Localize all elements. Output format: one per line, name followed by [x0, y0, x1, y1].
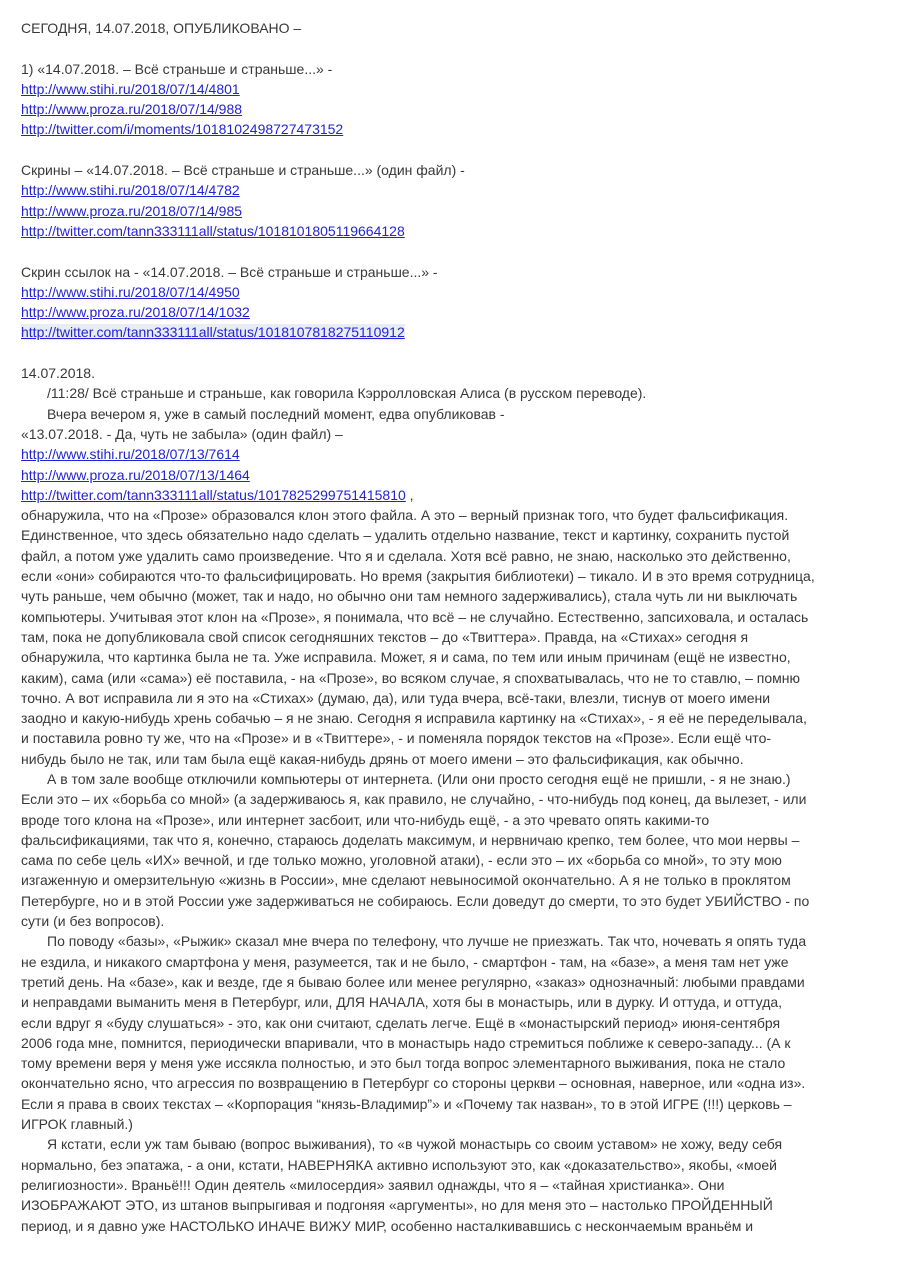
hyperlink[interactable]: http://www.stihi.ru/2018/07/14/4950	[21, 283, 240, 300]
hyperlink-line	[21, 180, 882, 200]
hyperlink-line	[21, 322, 882, 342]
text-line: Если я права в своих текстах – «Корпорация “князь-Владимир”» и «Почему так назван», то в этой ИГРЕ (!!!) церковь –	[21, 1095, 792, 1112]
link-suffix-text: ,	[405, 486, 414, 503]
hyperlink-line	[21, 282, 882, 302]
text-line: и неправдами выманить меня в Петербург, или, ДЛЯ НАЧАЛА, хотя бы в монастырь, или в дурку. И оттуда, и оттуда,	[21, 994, 783, 1011]
text-line: 2006 года мне, помнится, периодически впаривали, что в монастырь надо стремиться поближе к северо-западу... (А к	[21, 1034, 791, 1051]
text-line: сама по себе цель «ИХ» вечной, и где только можно, уголовной атаки), - если это – их «борьба со мной», то эту мою	[21, 852, 782, 869]
hyperlink[interactable]: http://twitter.com/tann333111all/status/1018101805119664128	[21, 222, 405, 239]
text-line: Вчера вечером я, уже в самый последний момент, едва опубликовав -	[47, 405, 505, 422]
text-line: /11:28/ Всё страньше и страньше, как говорила Кэрролловская Алиса (в русском переводе).	[47, 385, 647, 402]
text-line: ИГРОК главный.)	[21, 1116, 133, 1133]
hyperlink-line	[21, 119, 882, 139]
text-line: если вдруг я «буду слушаться» - это, как они считают, сделать легче. Ещё в «монастырский период» июня-сентября	[21, 1014, 781, 1031]
text-line: ИЗОБРАЖАЮТ ЭТО, из штанов выпрыгивая и подгоняя «аргументы», но для меня это – настолько ПРОЙДЕННЫЙ	[21, 1197, 773, 1214]
text-line: каким), сама (или «сама») её поставила, - на «Прозе», во всяком случае, я спохватывалась, что не то ставлю, – помню	[21, 669, 800, 686]
text-line: тому времени веря у меня уже иссякла полностью, и это был тогда вопрос элементарного выживания, пока не стало	[21, 1055, 786, 1072]
hyperlink[interactable]: http://www.proza.ru/2018/07/14/985	[21, 202, 243, 219]
text-line: 1) «14.07.2018. – Всё страньше и страньше...» -	[21, 60, 333, 77]
hyperlink-line	[21, 99, 882, 119]
hyperlink[interactable]: http://www.proza.ru/2018/07/14/1032	[21, 304, 250, 321]
text-line: Скрин ссылок на - «14.07.2018. – Всё страньше и страньше...» -	[21, 263, 438, 280]
hyperlink[interactable]: http://twitter.com/i/moments/1018102498727473152	[21, 121, 344, 138]
text-line: Если это – их «борьба со мной» (а задерживаюсь я, как правило, не случайно, - что-нибудь под конец, да вылезет, - или	[21, 791, 807, 808]
text-line: вроде того клона на «Прозе», или интернет засбоит, или что-нибудь ещё, - а это чревато опять какими-то	[21, 811, 710, 828]
text-line: период, и я давно уже НАСТОЛЬКО ИНАЧЕ ВИЖУ МИР, особенно насталкивавшись с нескончаемым враньём и	[21, 1217, 754, 1234]
text-line: компьютеры. Учитывая этот клон на «Прозе», я понимала, что всё – не случайно. Естественно, запсиховала, и осталась	[21, 608, 809, 625]
document-body	[21, 18, 882, 1236]
hyperlink[interactable]: http://www.stihi.ru/2018/07/14/4801	[21, 80, 240, 97]
text-line: заодно и какую-нибудь хрень собачью – я не знаю. Сегодня я исправила картинку на «Стихах», - я её не переделывала,	[21, 710, 807, 727]
text-line: не ездила, и никакого смартфона у меня, разумеется, так и не было, - смартфон - там, на «базе», а меня там нет уже	[21, 953, 789, 970]
text-line: чуть раньше, чем обычно (может, так и надо, но обычно они там немного задерживались), стала чуть ли ни выключать	[21, 588, 798, 605]
blank-line	[21, 241, 882, 261]
text-line: и поставила ровно ту же, что на «Прозе» и в «Твиттере», - и поменяла порядок текстов на «Прозе». Если ещё что-	[21, 730, 772, 747]
text-line: Единственное, что здесь обязательно надо сделать – удалить отдельно название, текст и картинку, сохранить пустой	[21, 527, 790, 544]
text-line: там, пока не допубликовала свой список сегодняшних текстов – до «Твиттера». Правда, на «Стихах» сегодня я	[21, 628, 749, 645]
hyperlink[interactable]: http://twitter.com/tann333111all/status/1017825299751415810	[21, 486, 406, 503]
text-line: обнаружила, что на «Прозе» образовался клон этого файла. А это – верный признак того, что будет фальсификация.	[21, 507, 789, 524]
text-line: фальсификациями, так что я, конечно, стараюсь доделать максимум, и нервничаю крепко, тем более, что мои нервы –	[21, 831, 800, 848]
page-title: СЕГОДНЯ, 14.07.2018, ОПУБЛИКОВАНО –	[21, 20, 302, 36]
text-line: 14.07.2018.	[21, 365, 95, 382]
hyperlink-line	[21, 302, 882, 322]
text-line: А в том зале вообще отключили компьютеры от интернета. (Или они просто сегодня ещё не пришли, - я не знаю.)	[47, 770, 791, 787]
text-line: Петербурге, но и в этой России уже задерживаться не собираюсь. Если доведут до смерти, то это будет УБИЙСТВО - по	[21, 892, 810, 909]
text-line: Скрины – «14.07.2018. – Всё страньше и страньше...» (один файл) -	[21, 162, 465, 179]
text-line: изгаженную и омерзительную «жизнь в России», мне сделают невыносимой окончательно. А я не только в проклятом	[21, 872, 791, 889]
text-line: нормально, без эпатажа, - а они, кстати, НАВЕРНЯКА активно используют это, как «доказательство», якобы, «моей	[21, 1156, 777, 1173]
hyperlink[interactable]: http://www.proza.ru/2018/07/14/988	[21, 101, 243, 118]
text-line: нибудь было не так, или там была ещё какая-нибудь дрянь от моего имени – это фальсификация, как обычно.	[21, 750, 744, 767]
text-line: третий день. На «базе», как и везде, где я бываю более или менее регулярно, «заказ» однозначный: любыми правдами	[21, 973, 805, 990]
hyperlink-line	[21, 221, 882, 241]
text-line: обнаружила, что картинка была не та. Уже исправила. Может, я и сама, по тем или иным причинам (ещё не известно,	[21, 649, 791, 666]
text-line: религиозности». Враньё!!! Один деятель «милосердия» заявил однажды, что я – «тайная христианка». Они	[21, 1176, 725, 1193]
text-line: По поводу «базы», «Рыжик» сказал мне вчера по телефону, что лучше не приезжать. Так что, ночевать я опять туда	[47, 933, 807, 950]
text-line: окончательно ясно, что агрессия по возвращению в Петербург со стороны церкви – основная, наверное, или «одна из».	[21, 1075, 806, 1092]
hyperlink[interactable]: http://twitter.com/tann333111all/status/1018107818275110912	[21, 324, 405, 341]
hyperlink[interactable]: http://www.stihi.ru/2018/07/14/4782	[21, 182, 240, 199]
text-line: «13.07.2018. - Да, чуть не забыла» (один файл) –	[21, 425, 343, 442]
blank-line	[21, 343, 882, 363]
hyperlink-line	[21, 444, 882, 464]
text-line: Я кстати, если уж там бываю (вопрос выживания), то «в чужой монастырь со своим уставом» не хожу, веду себя	[47, 1136, 783, 1153]
hyperlink-line	[21, 201, 882, 221]
hyperlink-line	[21, 79, 882, 99]
text-line: сути (и без вопросов).	[21, 913, 165, 930]
hyperlink[interactable]: http://www.stihi.ru/2018/07/13/7614	[21, 446, 240, 463]
hyperlink-line	[21, 465, 882, 485]
text-line: файл, а потом уже удалить само произведение. Что я и сделала. Хотя всё равно, не знаю, насколько это действенно,	[21, 547, 791, 564]
hyperlink-line	[21, 485, 882, 505]
blank-line	[21, 38, 882, 58]
blank-line	[21, 140, 882, 160]
text-line: точно. А вот исправила ли я это на «Стихах» (думаю, да), или туда вчера, всё-таки, влезли, тиснув от моего имени	[21, 689, 771, 706]
hyperlink[interactable]: http://www.proza.ru/2018/07/13/1464	[21, 466, 250, 483]
text-line: если «они» собираются что-то фальсифицировать. Но время (закрытия библиотеки) – тикало. И в это время сотрудница,	[21, 568, 815, 585]
